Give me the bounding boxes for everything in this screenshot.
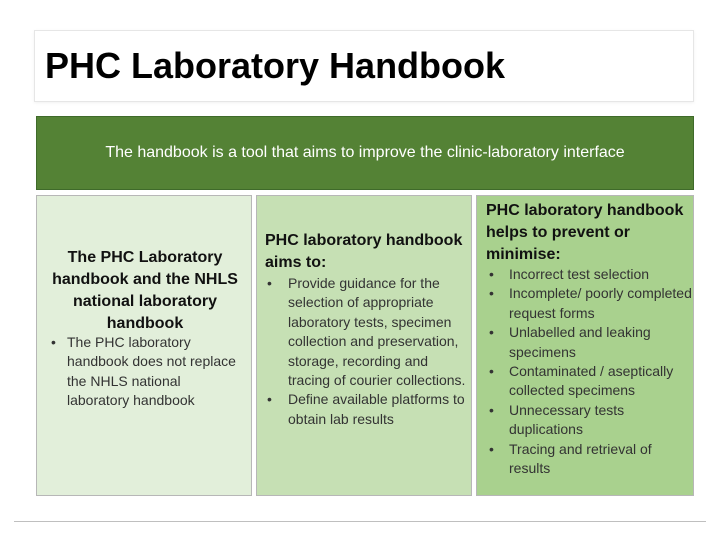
- box3-heading: PHC laboratory handbook helps to prevent or minimise:: [486, 202, 684, 263]
- list-item: • Define available platforms to obtain lab results: [267, 391, 465, 427]
- box3-bullet-list: [487, 265, 693, 478]
- handbook-helps-box: [476, 195, 694, 496]
- footer-divider: [14, 521, 706, 522]
- list-item: • Tracing and retrieval of results: [489, 440, 652, 477]
- list-item: • Unlabelled and leaking specimens: [489, 324, 651, 360]
- handbook-comparison-box: [36, 195, 252, 496]
- box2-heading: PHC laboratory handbook aims to:: [265, 232, 463, 271]
- list-item: • Provide guidance for the selection of appropriate laboratory tests, specimen collection and preservation, storage, recording and tracing of courier collections.: [267, 275, 466, 389]
- box1-heading: The PHC Laboratory handbook and the NHLS national laboratory handbook: [52, 249, 238, 332]
- bullet-icon: •: [489, 285, 494, 302]
- box2-bullet-list: [265, 274, 471, 429]
- list-item: • The PHC laboratory handbook does not replace the NHLS national laboratory handbook: [51, 334, 236, 409]
- handbook-aims-box: [256, 195, 472, 496]
- bullet-icon: •: [489, 363, 494, 380]
- bullet-icon: •: [489, 324, 494, 341]
- box1-bullet-list: [49, 333, 245, 411]
- bullet-icon: •: [489, 401, 494, 418]
- bullet-icon: •: [489, 266, 494, 282]
- banner: The handbook is a tool that aims to improve the clinic-laboratory interface: [36, 116, 694, 190]
- list-item: • Unnecessary tests duplications: [489, 401, 625, 438]
- bullet-icon: •: [489, 440, 494, 457]
- list-item: • Contaminated / aseptically collected specimens: [489, 363, 674, 399]
- bullet-icon: •: [267, 275, 272, 291]
- title-frame: [34, 30, 694, 102]
- page-title: PHC Laboratory Handbook: [45, 45, 506, 86]
- bullet-icon: •: [267, 391, 272, 408]
- list-item: • Incorrect test selection: [487, 265, 693, 284]
- list-item: • Incomplete/ poorly completed request forms: [489, 285, 692, 321]
- bullet-icon: •: [51, 334, 56, 350]
